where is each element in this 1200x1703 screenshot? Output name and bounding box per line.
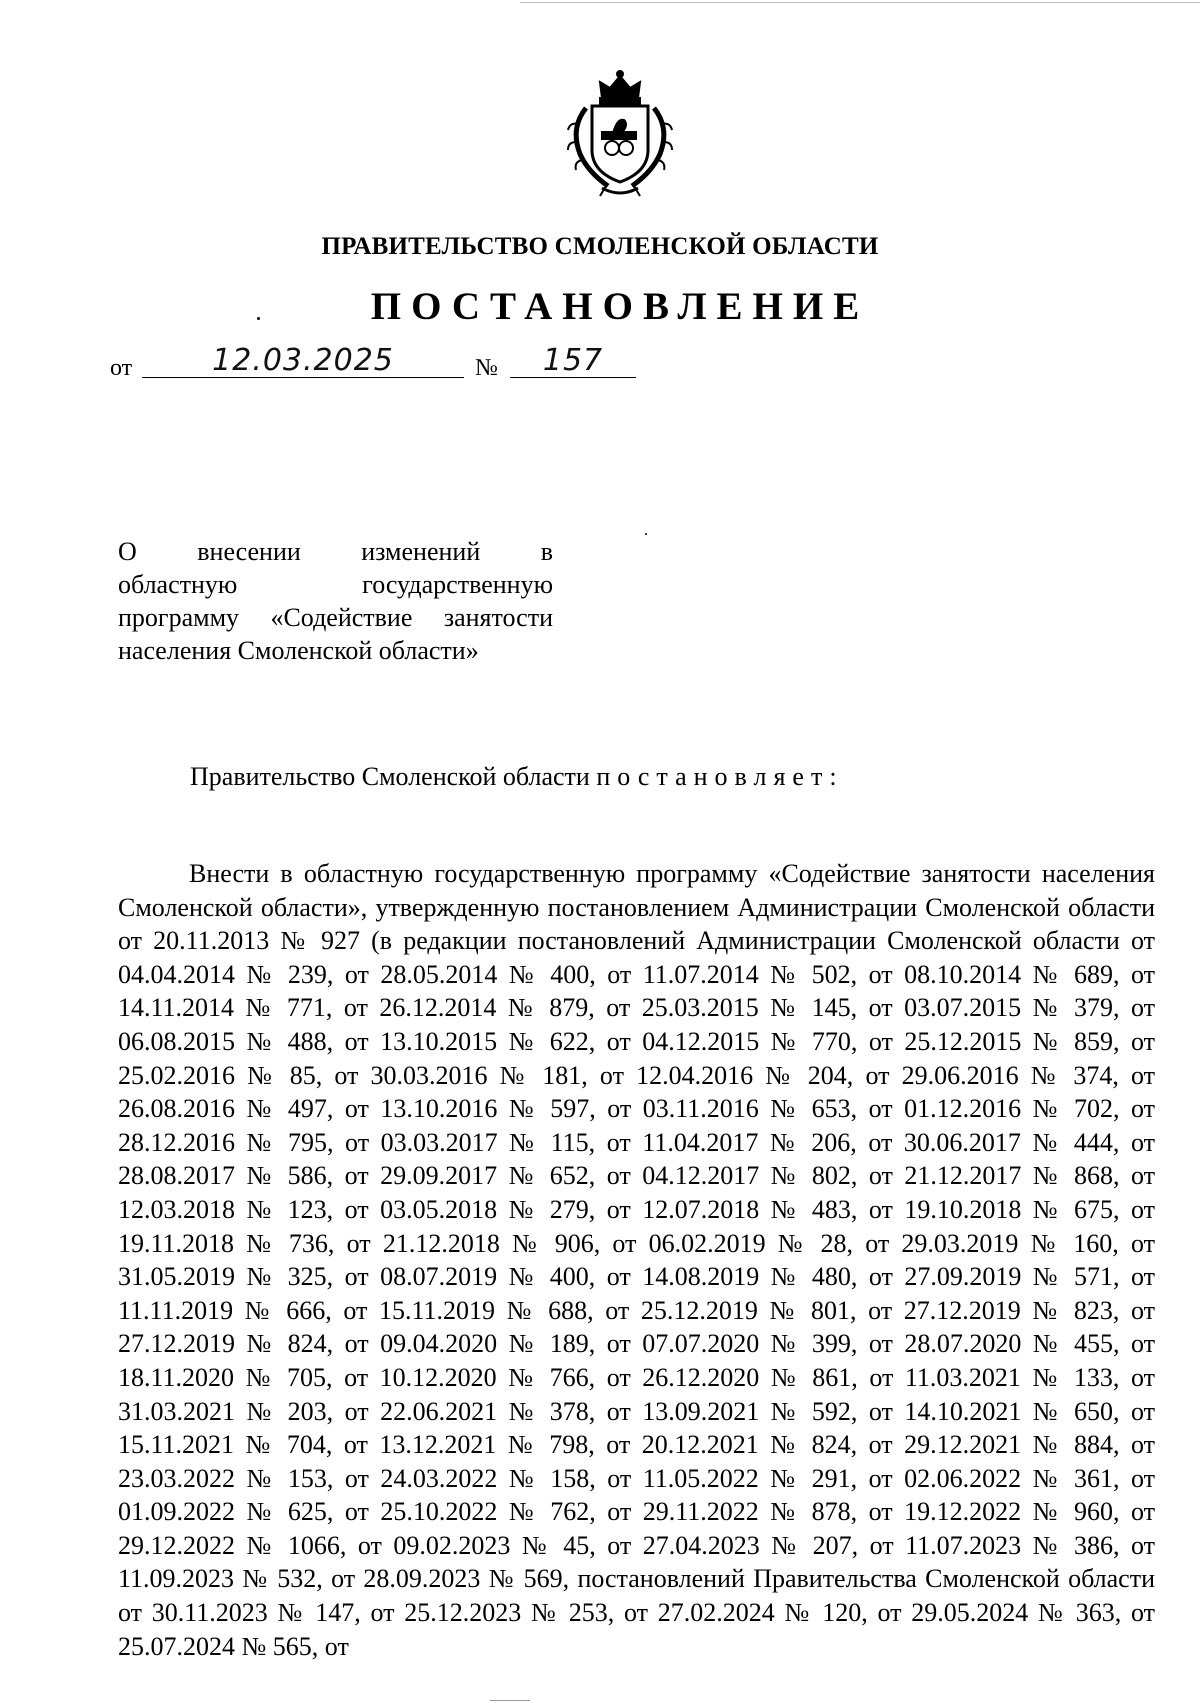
date-field: 12.03.2025: [142, 345, 464, 378]
preamble-prefix: Правительство Смоленской области: [190, 762, 590, 791]
scan-artifact-top: [520, 2, 1200, 3]
scan-speck: [257, 317, 260, 320]
scan-speck-2: [645, 533, 647, 535]
document-type-title: ПОСТАНОВЛЕНИЕ: [370, 285, 870, 328]
subject-continuation: областную государственную программу «Содействие занятости населения Смоленской области»: [118, 570, 553, 665]
number-label: №: [475, 355, 498, 381]
number-field: 157: [510, 345, 636, 378]
document-subject: [118, 535, 553, 667]
smolensk-coat-of-arms-icon: [562, 68, 678, 200]
preamble: [190, 762, 844, 792]
date-label: от: [110, 355, 133, 381]
preamble-verb: постановляет:: [596, 762, 844, 791]
subject-line-1: О внесении изменений в: [118, 537, 553, 566]
organization-name: ПРАВИТЕЛЬСТВО СМОЛЕНСКОЙ ОБЛАСТИ: [321, 233, 879, 260]
body-paragraph: Внести в областную государственную программу «Содействие занятости населения Смоленской области», утвержденную постановлением Администрации Смоленской области от 20.11.2013 № 927 (в редакции постановлений Администрации Смоленской области от 04.04.2014 № 239, от 28.05.2014 № 400, от 11.07.2014 № 502, от 08.10.2014 № 689, от 14.11.2014 № 771, от 26.12.2014 № 879, от 25.03.2015 № 145, от 03.07.2015 № 379, от 06.08.2015 № 488, от 13.10.2015 № 622, от 04.12.2015 № 770, от 25.12.2015 № 859, от 25.02.2016 № 85, от 30.03.2016 № 181, от 12.04.2016 № 204, от 29.06.2016 № 374, от 26.08.2016 № 497, от 13.10.2016 № 597, от 03.11.2016 № 653, от 01.12.2016 № 702, от 28.12.2016 № 795, от 03.03.2017 № 115, от 11.04.2017 № 206, от 30.06.2017 № 444, от 28.08.2017 № 586, от 29.09.2017 № 652, от 04.12.2017 № 802, от 21.12.2017 № 868, от 12.03.2018 № 123, от 03.05.2018 № 279, от 12.07.2018 № 483, от 19.10.2018 № 675, от 19.11.2018 № 736, от 21.12.2018 № 906, от 06.02.2019 № 28, от 29.03.2019 № 160, от 31.05.2019 № 325, от 08.07.2019 № 400, от 14.08.2019 № 480, от 27.09.2019 № 571, от 11.11.2019 № 666, от 15.11.2019 № 688, от 25.12.2019 № 801, от 27.12.2019 № 823, от 27.12.2019 № 824, от 09.04.2020 № 189, от 07.07.2020 № 399, от 28.07.2020 № 455, от 18.11.2020 № 705, от 10.12.2020 № 766, от 26.12.2020 № 861, от 11.03.2021 № 133, от 31.03.2021 № 203, от 22.06.2021 № 378, от 13.09.2021 № 592, от 14.10.2021 № 650, от 15.11.2021 № 704, от 13.12.2021 № 798, от 20.12.2021 № 824, от 29.12.2021 № 884, от 23.03.2022 № 153, от 24.03.2022 № 158, от 11.05.2022 № 291, от 02.06.2022 № 361, от 01.09.2022 № 625, от 25.10.2022 № 762, от 29.11.2022 № 878, от 19.12.2022 № 960, от 29.12.2022 № 1066, от 09.02.2023 № 45, от 27.04.2023 № 207, от 11.07.2023 № 386, от 11.09.2023 № 532, от 28.09.2023 № 569, постановлений Правительства Смоленской области от 30.11.2023 № 147, от 25.12.2023 № 253, от 27.02.2024 № 120, от 29.05.2024 № 363, от 25.07.2024 № 565, от: [118, 859, 1155, 1661]
scan-artifact-bottom: [490, 1700, 530, 1701]
